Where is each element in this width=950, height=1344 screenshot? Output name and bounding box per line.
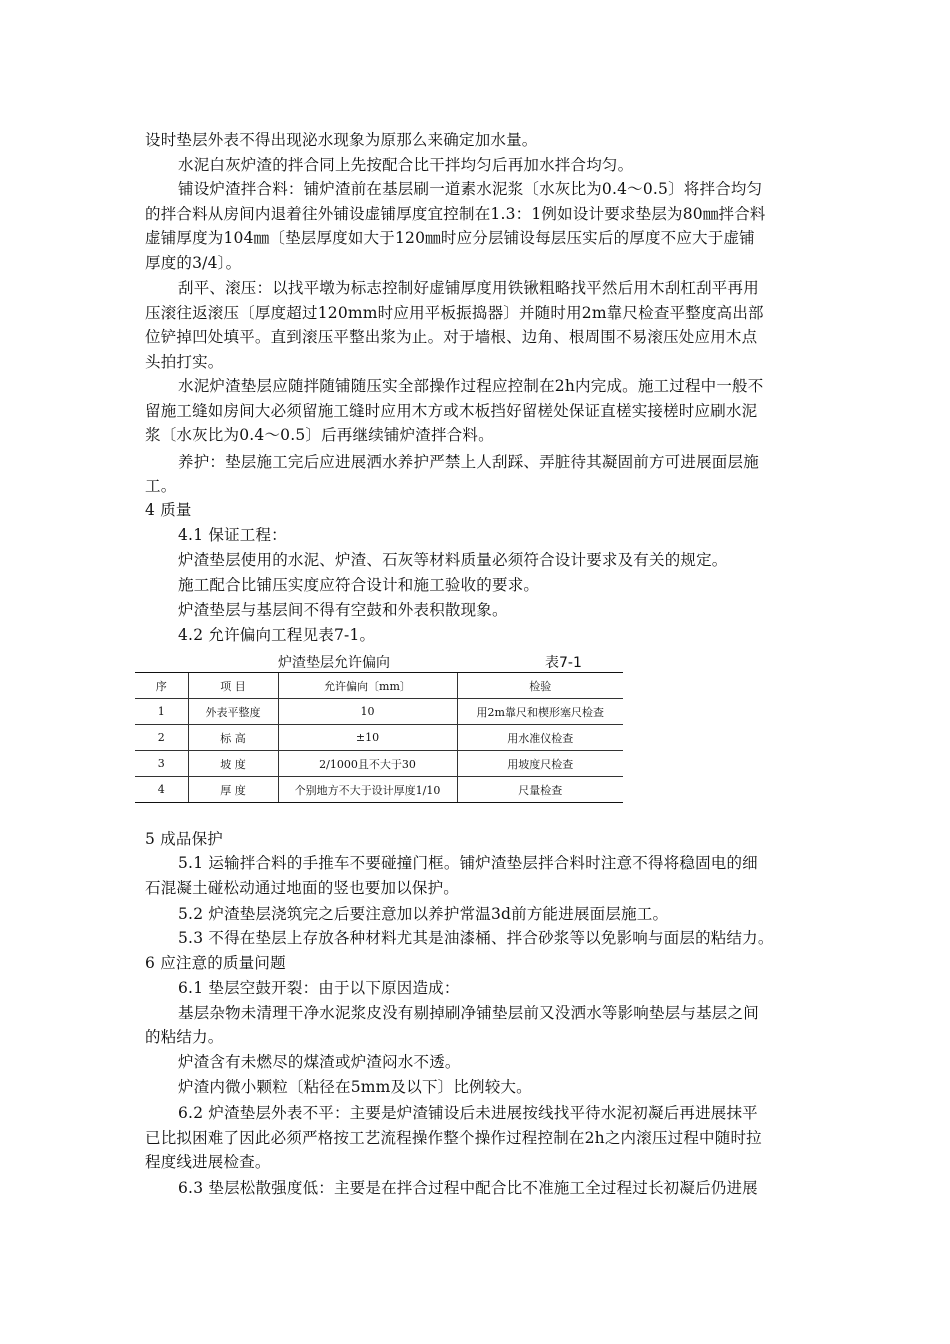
- section-heading-6: 6 应注意的质量问题: [145, 954, 286, 972]
- paragraph-line: 水泥炉渣垫层应随拌随铺随压实全部操作过程应控制在2h内完成。施工过程中一般不: [178, 377, 764, 395]
- table-row: [135, 699, 623, 725]
- paragraph-line: 厚度的3/4〕。: [145, 254, 242, 272]
- paragraph-line: 水泥白灰炉渣的拌合同上先按配合比干拌均匀后再加水拌合均匀。: [178, 156, 634, 174]
- paragraph-line: 基层杂物未清理干净水泥浆皮没有剔掉刷净铺垫层前又没洒水等影响垫层与基层之间: [178, 1004, 759, 1022]
- paragraph-line: 程度线进展检查。: [145, 1153, 271, 1171]
- paragraph-line: 石混凝土碰松动通过地面的竖也要加以保护。: [145, 879, 460, 897]
- table-cell: 用坡度尺检查: [457, 751, 623, 777]
- table-header-row: [135, 673, 623, 699]
- header-cell: 允许偏向〔mm〕: [278, 673, 457, 699]
- paragraph-line: 6.3 垫层松散强度低：主要是在拌合过程中配合比不准施工全过程过长初凝后仍进展: [178, 1179, 758, 1197]
- table-cell: 2: [135, 725, 188, 751]
- table-cell: 尺量检查: [457, 777, 623, 803]
- table-row: [135, 751, 623, 777]
- paragraph-line: 虚铺厚度为104㎜〔垫层厚度如大于120㎜时应分层铺设每层压实后的厚度不应大于虚铺: [145, 229, 755, 247]
- table-cell: 用2m靠尺和楔形塞尺检查: [457, 699, 623, 725]
- paragraph-line: 6.2 炉渣垫层外表不平：主要是炉渣铺设后未进展按线找平待水泥初凝后再进展抹平: [178, 1104, 758, 1122]
- paragraph-line: 工。: [145, 477, 177, 495]
- table-cell: 3: [135, 751, 188, 777]
- paragraph-line: 设时垫层外表不得出现泌水现象为原那么来确定加水量。: [145, 131, 538, 149]
- table-title: 炉渣垫层允许偏向: [278, 655, 390, 671]
- table-cell: 标 高: [188, 725, 278, 751]
- paragraph-line: 炉渣垫层使用的水泥、炉渣、石灰等材料质量必须符合设计要求及有关的规定。: [178, 551, 728, 569]
- section-heading-4: 4 质量: [145, 501, 192, 519]
- subsection-heading: 6.1 垫层空鼓开裂：由于以下原因造成：: [178, 979, 460, 997]
- paragraph-line: 5.2 炉渣垫层浇筑完之后要注意加以养护常温3d前方能进展面层施工。: [178, 905, 669, 923]
- paragraph-line: 炉渣垫层与基层间不得有空鼓和外表积散现象。: [178, 601, 508, 619]
- subsection-heading: 4.2 允许偏向工程见表7-1。: [178, 626, 376, 644]
- table-row: [135, 725, 623, 751]
- paragraph-line: 刮平、滚压：以找平墩为标志控制好虚铺厚度用铁锹粗略找平然后用木刮杠刮平再用: [178, 279, 759, 297]
- paragraph-line: 施工配合比铺压实度应符合设计和施工验收的要求。: [178, 576, 540, 594]
- subsection-heading: 4.1 保证工程：: [178, 526, 287, 544]
- paragraph-line: 养护：垫层施工完后应进展洒水养护严禁上人刮踩、弄脏待其凝固前方可进展面层施: [178, 453, 759, 471]
- paragraph-line: 炉渣含有未燃尽的煤渣或炉渣闷水不透。: [178, 1053, 461, 1071]
- table-caption: [135, 650, 623, 672]
- table-cell: 10: [278, 699, 457, 725]
- table-cell: 外表平整度: [188, 699, 278, 725]
- table-cell: 坡 度: [188, 751, 278, 777]
- paragraph-line: 浆〔水灰比为0.4～0.5〕后再继续铺炉渣拌合料。: [145, 426, 494, 444]
- table-number: 表7-1: [545, 655, 582, 671]
- table-cell: 个别地方不大于设计厚度1/10: [278, 777, 457, 803]
- header-cell: 项 目: [188, 673, 278, 699]
- table-cell: 厚 度: [188, 777, 278, 803]
- header-cell: 序: [135, 673, 188, 699]
- header-cell: 检验: [457, 673, 623, 699]
- table-cell: 1: [135, 699, 188, 725]
- paragraph-line: 5.1 运输拌合料的手推车不要碰撞门框。铺炉渣垫层拌合料时注意不得将稳固电的细: [178, 854, 758, 872]
- section-heading-5: 5 成品保护: [145, 830, 223, 848]
- paragraph-line: 压滚往返滚压〔厚度超过120mm时应用平板振捣器〕并随时用2m靠尺检查平整度高出部: [145, 304, 764, 322]
- paragraph-line: 的拌合料从房间内退着往外铺设虚铺厚度宜控制在1.3：1例如设计要求垫层为80㎜拌合料: [145, 205, 766, 223]
- paragraph-line: 的粘结力。: [145, 1028, 224, 1046]
- tolerance-table: [135, 672, 623, 803]
- paragraph-line: 留施工缝如房间大必须留施工缝时应用木方或木板挡好留槎处保证直槎实接槎时应刷水泥: [145, 402, 758, 420]
- paragraph-line: 铺设炉渣拌合料：铺炉渣前在基层刷一道素水泥浆〔水灰比为0.4～0.5〕将拌合均匀: [178, 180, 763, 198]
- paragraph-line: 位铲掉凹处填平。直到滚压平整出浆为止。对于墙根、边角、根周围不易滚压处应用木点: [145, 328, 758, 346]
- paragraph-line: 头拍打实。: [145, 353, 224, 371]
- paragraph-line: 5.3 不得在垫层上存放各种材料尤其是油漆桶、拌合砂浆等以免影响与面层的粘结力。: [178, 929, 774, 947]
- table-row: [135, 777, 623, 803]
- table-cell: 4: [135, 777, 188, 803]
- paragraph-line: 已比拟困难了因此必须严格按工艺流程操作整个操作过程控制在2h之内滚压过程中随时拉: [145, 1129, 762, 1147]
- paragraph-line: 炉渣内微小颗粒〔粘径在5mm及以下〕比例较大。: [178, 1078, 532, 1096]
- table-cell: 用水准仪检查: [457, 725, 623, 751]
- table-cell: ±10: [278, 725, 457, 751]
- table-cell: 2/1000且不大于30: [278, 751, 457, 777]
